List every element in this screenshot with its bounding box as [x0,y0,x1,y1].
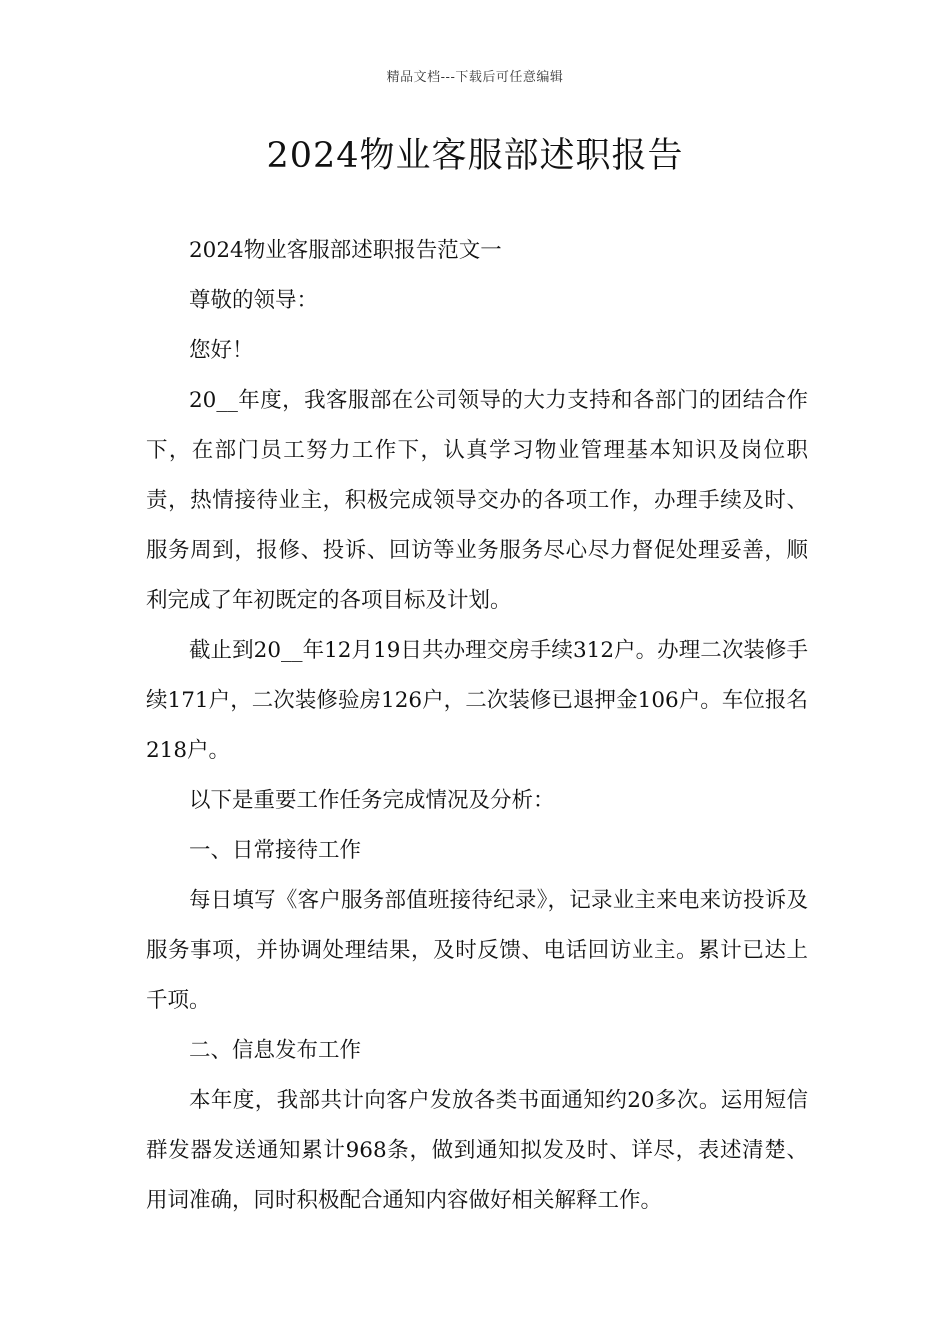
paragraph-statistics: 截止到20__年12月19日共办理交房手续312户。办理二次装修手续171户，二次装修验房126户，二次装修已退押金106户。车位报名218户。 [146,638,808,763]
paragraph-greeting: 您好！ [189,338,254,363]
paragraph-salutation: 尊敬的领导： [189,288,319,313]
paragraph-intro-analysis: 以下是重要工作任务完成情况及分析： [189,788,555,813]
page-header-note: 精品文档---下载后可任意编辑 [386,70,564,85]
document-body [146,226,808,1226]
paragraph-information: 本年度，我部共计向客户发放各类书面通知约20多次。运用短信群发器发送通知累计968条，做到通知拟发及时、详尽，表述清楚、用词准确，同时积极配合通知内容做好相关解释工作。 [146,1088,808,1213]
section-heading-information: 二、信息发布工作 [189,1038,362,1063]
section-heading-reception: 一、日常接待工作 [189,838,362,863]
paragraph-reception: 每日填写《客户服务部值班接待纪录》，记录业主来电来访投诉及服务事项，并协调处理结果，及时反馈、电话回访业主。累计已达上千项。 [146,888,808,1013]
document-title: 2024物业客服部述职报告 [266,136,684,176]
paragraph-subtitle: 2024物业客服部述职报告范文一 [189,238,502,263]
paragraph-overview: 20__年度，我客服部在公司领导的大力支持和各部门的团结合作下，在部门员工努力工作下，认真学习物业管理基本知识及岗位职责，热情接待业主，积极完成领导交办的各项工作，办理手续及时、服务周到，报修、投诉、回访等业务服务尽心尽力督促处理妥善，顺利完成了年初既定的各项目标及计划。 [146,388,808,613]
